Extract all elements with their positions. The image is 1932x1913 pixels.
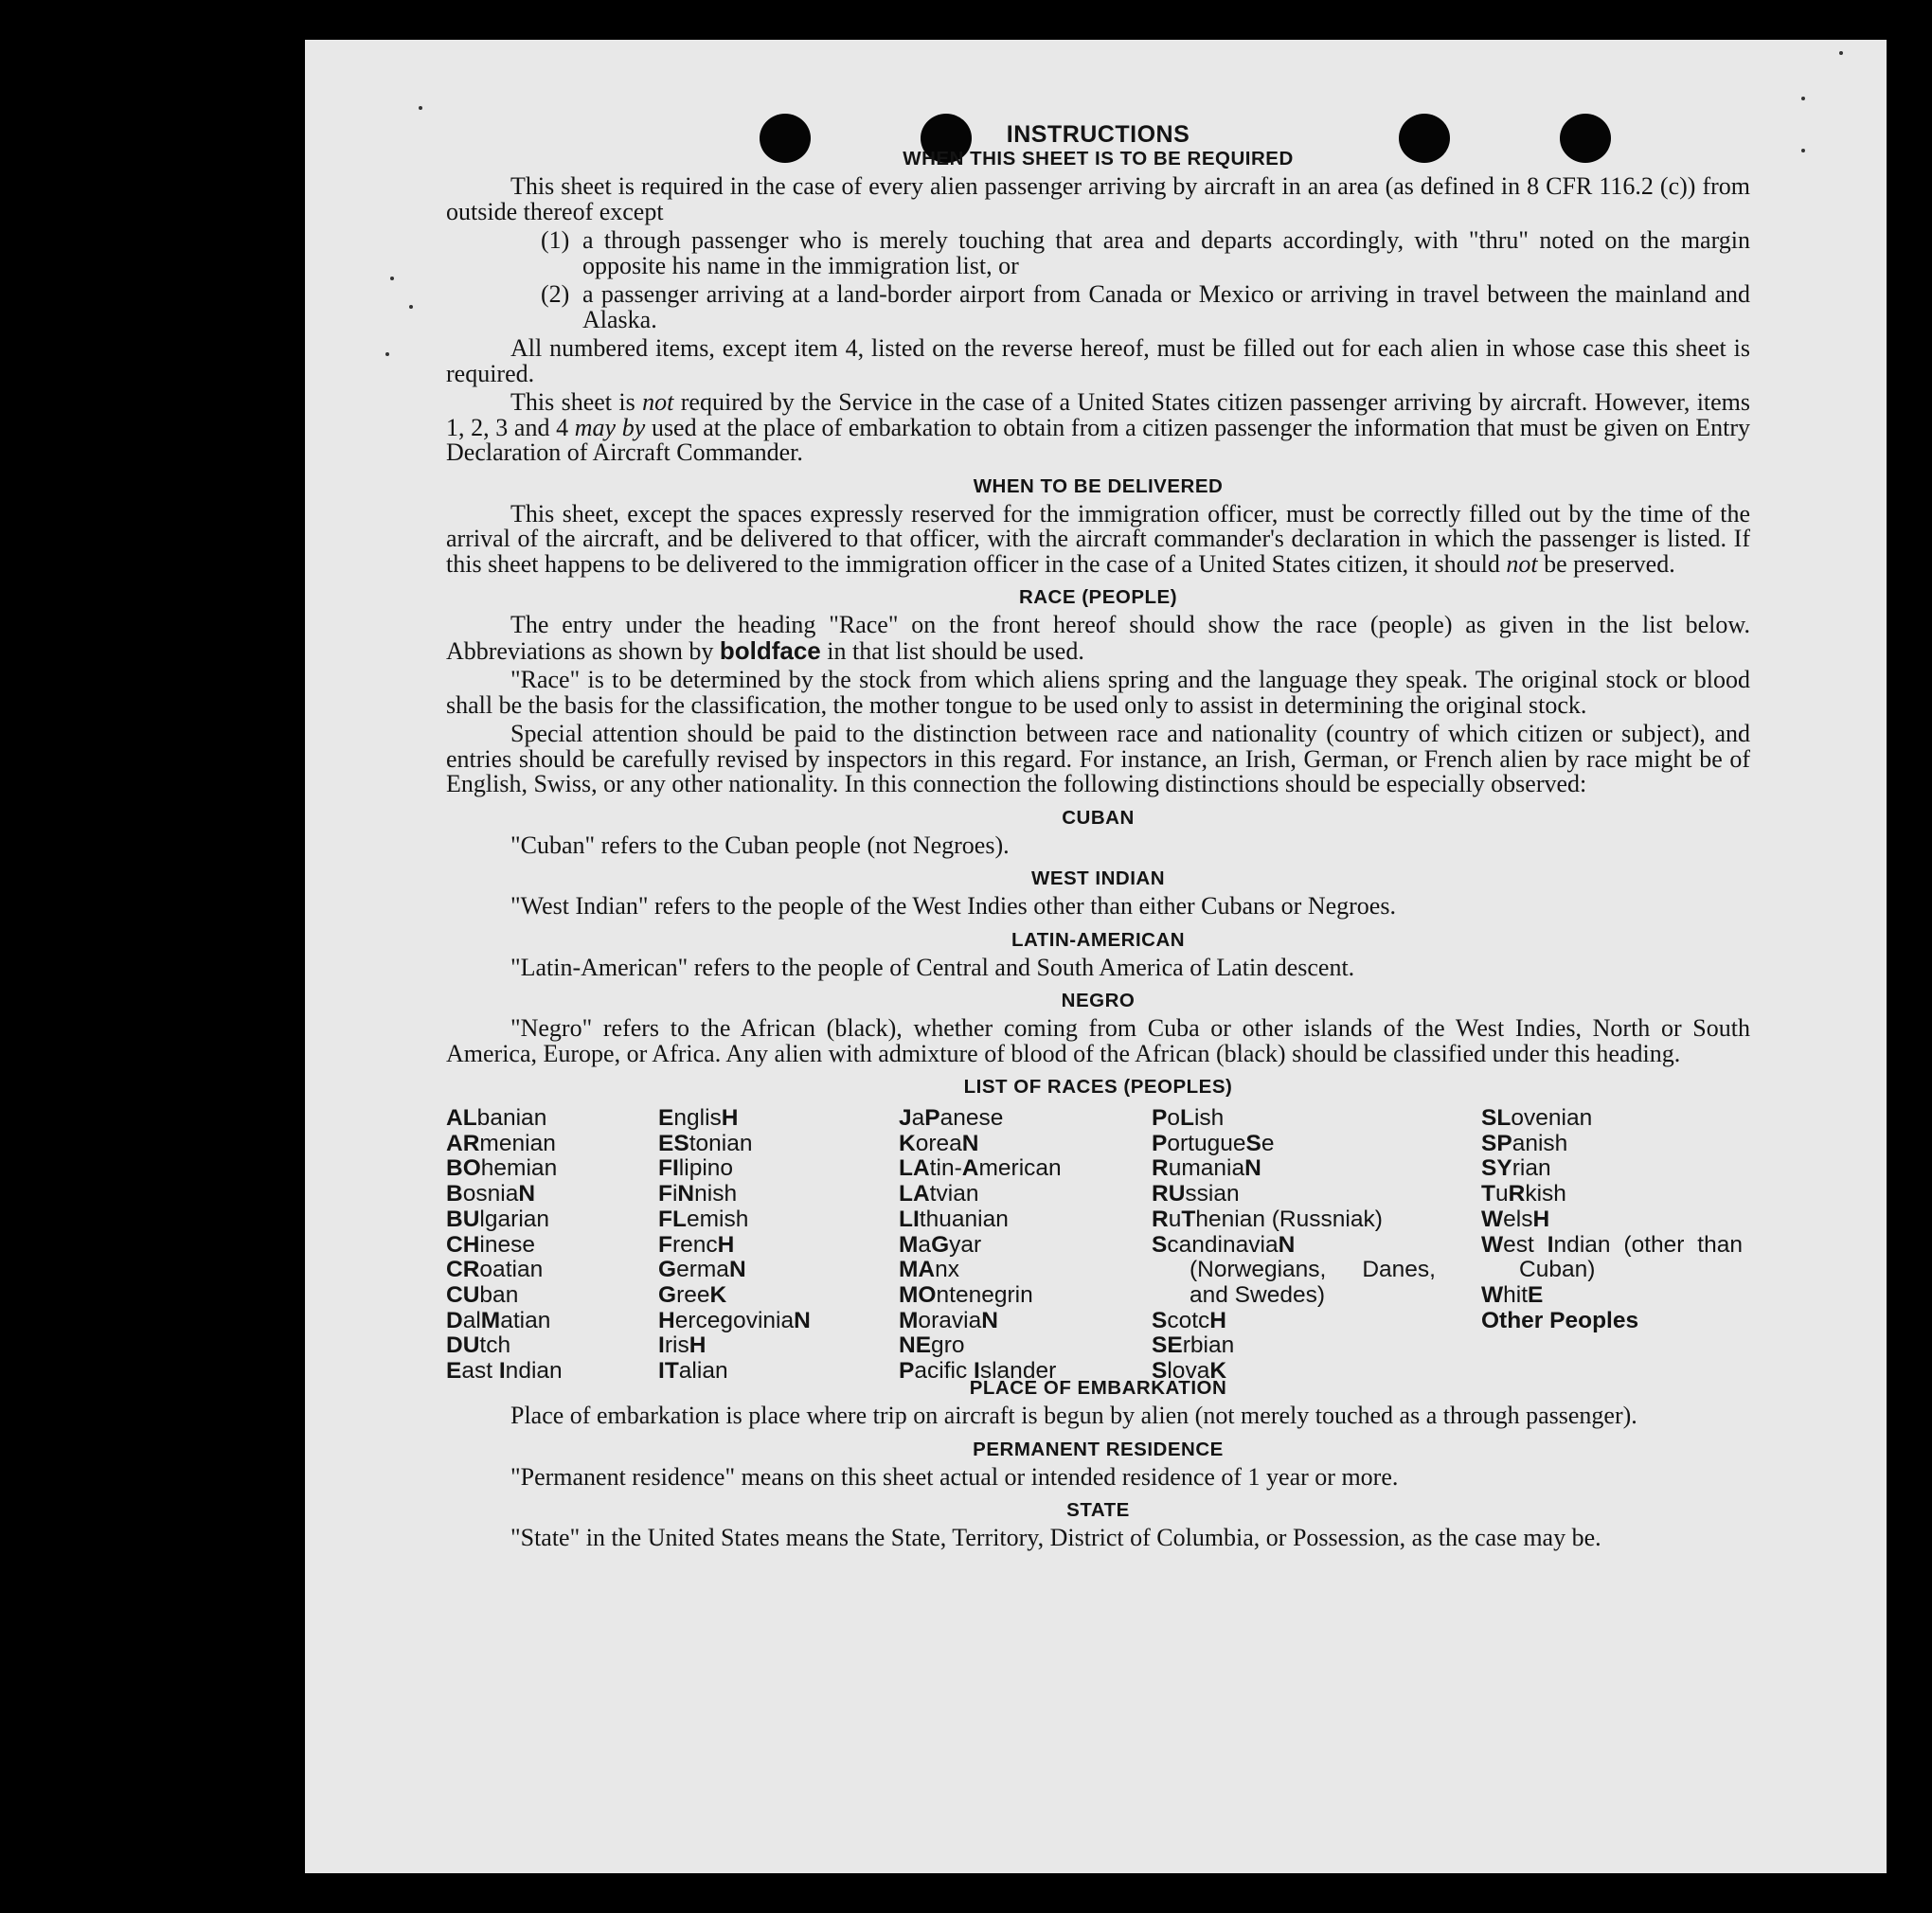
race-entry: CUban xyxy=(446,1281,519,1308)
race-entry: GermaN xyxy=(658,1257,746,1283)
race-entry: LAtin-American xyxy=(899,1155,1062,1182)
paragraph: Special attention should be paid to the distinction between race and nationality (country of which citizen or subject), and entries should be carefully revised by inspectors in this regard. For instance, an Irish, German, or French alien by race might be of English, Swiss, or any other nationality. In this connection the following distinctions should be especially observed: xyxy=(446,720,1750,797)
speck xyxy=(1801,97,1805,100)
paragraph: All numbered items, except item 4, listed on the reverse hereof, must be filled out for each alien in whose case this sheet is required. xyxy=(446,334,1750,387)
race-entry: West Indian (other than Cuban) xyxy=(1481,1231,1743,1283)
race-entry: FIlipino xyxy=(658,1155,734,1182)
paragraph: "Race" is to be determined by the stock from which aliens spring and the language they speak. The original stock or blood shall be the basis for the classification, the mother tongue to be used only to assist in determining the original stock. xyxy=(446,666,1750,719)
speck xyxy=(390,277,394,280)
race-entry: SErbian xyxy=(1152,1332,1235,1359)
section-heading: LATIN-AMERICAN xyxy=(1011,928,1186,951)
race-entry: ARmenian xyxy=(446,1130,556,1156)
race-entry: WhitE xyxy=(1481,1281,1544,1308)
race-entry: BUlgarian xyxy=(446,1206,550,1232)
races-column xyxy=(899,1106,1136,1385)
race-entry: HercegoviniaN xyxy=(658,1307,811,1333)
race-entry: ScandinaviaN (Norwegians, Danes, and Swedes) xyxy=(1152,1231,1436,1308)
paragraph: This sheet is required in the case of every alien passenger arriving by aircraft in an area (as defined in 8 CFR 116.2 (c)) from outside thereof except xyxy=(446,172,1750,225)
race-entry: KoreaN xyxy=(899,1130,979,1156)
item-number: (2) xyxy=(541,280,570,308)
race-entry: FrencH xyxy=(658,1231,735,1258)
race-entry: Other Peoples xyxy=(1481,1307,1639,1333)
item-text: a through passenger who is merely touching that area and departs accordingly, with "thru" noted on the margin opposite his name in the immigration list, or xyxy=(582,226,1750,279)
race-entry: JaPanese xyxy=(899,1105,1004,1131)
race-entry: TuRkish xyxy=(1481,1181,1566,1207)
speck xyxy=(1839,51,1843,55)
paragraph: "Latin-American" refers to the people of Central and South America of Latin descent. xyxy=(510,953,1355,981)
section-heading: WHEN THIS SHEET IS TO BE REQUIRED xyxy=(903,148,1294,170)
speck xyxy=(409,305,413,309)
races-column xyxy=(1152,1106,1436,1385)
races-table xyxy=(446,1105,1750,1385)
speck xyxy=(385,352,389,356)
races-column xyxy=(446,1106,645,1385)
section-heading: RACE (PEOPLE) xyxy=(1018,586,1178,608)
race-entry: SPanish xyxy=(1481,1130,1568,1156)
race-entry: RUssian xyxy=(1152,1181,1240,1207)
race-entry: Pacific Islander xyxy=(899,1358,1057,1385)
paragraph: "West Indian" refers to the people of the West Indies other than either Cubans or Negroes. xyxy=(510,892,1396,920)
page-title: INSTRUCTIONS xyxy=(1006,121,1190,148)
race-entry: GreeK xyxy=(658,1281,727,1308)
item-text: a passenger arriving at a land-border airport from Canada or Mexico or arriving in travel between the mainland and Alaska. xyxy=(582,280,1750,333)
race-entry: BosniaN xyxy=(446,1181,536,1207)
race-entry: DUtch xyxy=(446,1332,511,1359)
race-entry: ITalian xyxy=(658,1358,728,1385)
race-entry: CRoatian xyxy=(446,1257,544,1283)
race-entry: PortugueSe xyxy=(1152,1130,1275,1156)
race-entry: WelsH xyxy=(1481,1206,1550,1232)
section-heading: STATE xyxy=(1066,1499,1130,1521)
section-heading: NEGRO xyxy=(1061,990,1136,1011)
race-entry: LIthuanian xyxy=(899,1206,1009,1232)
list-item xyxy=(541,280,1750,333)
race-entry: RumaniaN xyxy=(1152,1155,1261,1182)
race-entry: BOhemian xyxy=(446,1155,558,1182)
race-entry: ScotcH xyxy=(1152,1307,1226,1333)
race-entry: SlovaK xyxy=(1152,1358,1227,1385)
section-heading: LIST OF RACES (PEOPLES) xyxy=(963,1076,1233,1098)
paragraph: "State" in the United States means the State, Territory, District of Columbia, or Possession, as the case may be. xyxy=(510,1524,1601,1551)
race-entry: MoraviaN xyxy=(899,1307,998,1333)
race-entry: SYrian xyxy=(1481,1155,1551,1182)
race-entry: EStonian xyxy=(658,1130,753,1156)
race-entry: PoLish xyxy=(1152,1105,1225,1131)
race-entry: LAtvian xyxy=(899,1181,979,1207)
race-entry: EnglisH xyxy=(658,1105,739,1131)
paragraph: This sheet is not required by the Service in the case of a United States citizen passenger arriving by aircraft. However, items 1, 2, 3 and 4 may by used at the place of embarkation to obtain from a citizen passenger the information that must be given on Entry Declaration of Aircraft Commander. xyxy=(446,388,1751,466)
race-entry: IrisH xyxy=(658,1332,707,1359)
race-entry: RuThenian (Russniak) xyxy=(1152,1206,1383,1232)
race-entry: ALbanian xyxy=(446,1105,547,1131)
speck xyxy=(419,106,422,110)
paragraph: Place of embarkation is place where trip on aircraft is begun by alien (not merely touched as a through passenger). xyxy=(510,1402,1637,1429)
section-heading: WHEN TO BE DELIVERED xyxy=(973,474,1224,497)
race-entry: MaGyar xyxy=(899,1231,982,1258)
race-entry: NEgro xyxy=(899,1332,965,1359)
speck xyxy=(1801,149,1805,152)
race-entry: DalMatian xyxy=(446,1307,551,1333)
race-entry: CHinese xyxy=(446,1231,536,1258)
race-entry: MAnx xyxy=(899,1257,960,1283)
race-entry: FLemish xyxy=(658,1206,749,1232)
section-heading: WEST INDIAN xyxy=(1030,867,1166,889)
paragraph: "Permanent residence" means on this sheet actual or intended residence of 1 year or more. xyxy=(510,1462,1399,1491)
section-heading: PERMANENT RESIDENCE xyxy=(973,1438,1224,1460)
race-entry: SLovenian xyxy=(1481,1105,1593,1131)
races-column xyxy=(658,1106,886,1385)
section-heading: PLACE OF EMBARKATION xyxy=(969,1377,1227,1399)
list-item xyxy=(541,226,1750,279)
section-heading: CUBAN xyxy=(1062,806,1135,829)
race-entry: MOntenegrin xyxy=(899,1281,1033,1308)
race-entry: East Indian xyxy=(446,1358,563,1385)
instructions-content xyxy=(446,121,1750,1555)
paragraph: The entry under the heading "Race" on the front hereof should show the race (people) as given in the list below. Abbreviations as shown by boldface in that list should be used. xyxy=(446,611,1750,665)
races-column xyxy=(1481,1106,1743,1333)
item-number: (1) xyxy=(541,226,570,254)
paragraph: "Negro" refers to the African (black), whether coming from Cuba or other islands of the West Indies, North or South America, Europe, or Africa. Any alien with admixture of blood of the African (black) should be classified under this heading. xyxy=(446,1014,1750,1067)
race-entry: FiNnish xyxy=(658,1181,738,1207)
paragraph: "Cuban" refers to the Cuban people (not Negroes). xyxy=(510,831,1010,859)
paragraph: This sheet, except the spaces expressly reserved for the immigration officer, must be correctly filled out by the time of the arrival of the aircraft, and be delivered to that officer, with the aircraft commander's declaration in which the passenger is listed. If this sheet happens to be delivered to the immigration officer in the case of a United States citizen, it should not be preserved. xyxy=(446,499,1750,578)
